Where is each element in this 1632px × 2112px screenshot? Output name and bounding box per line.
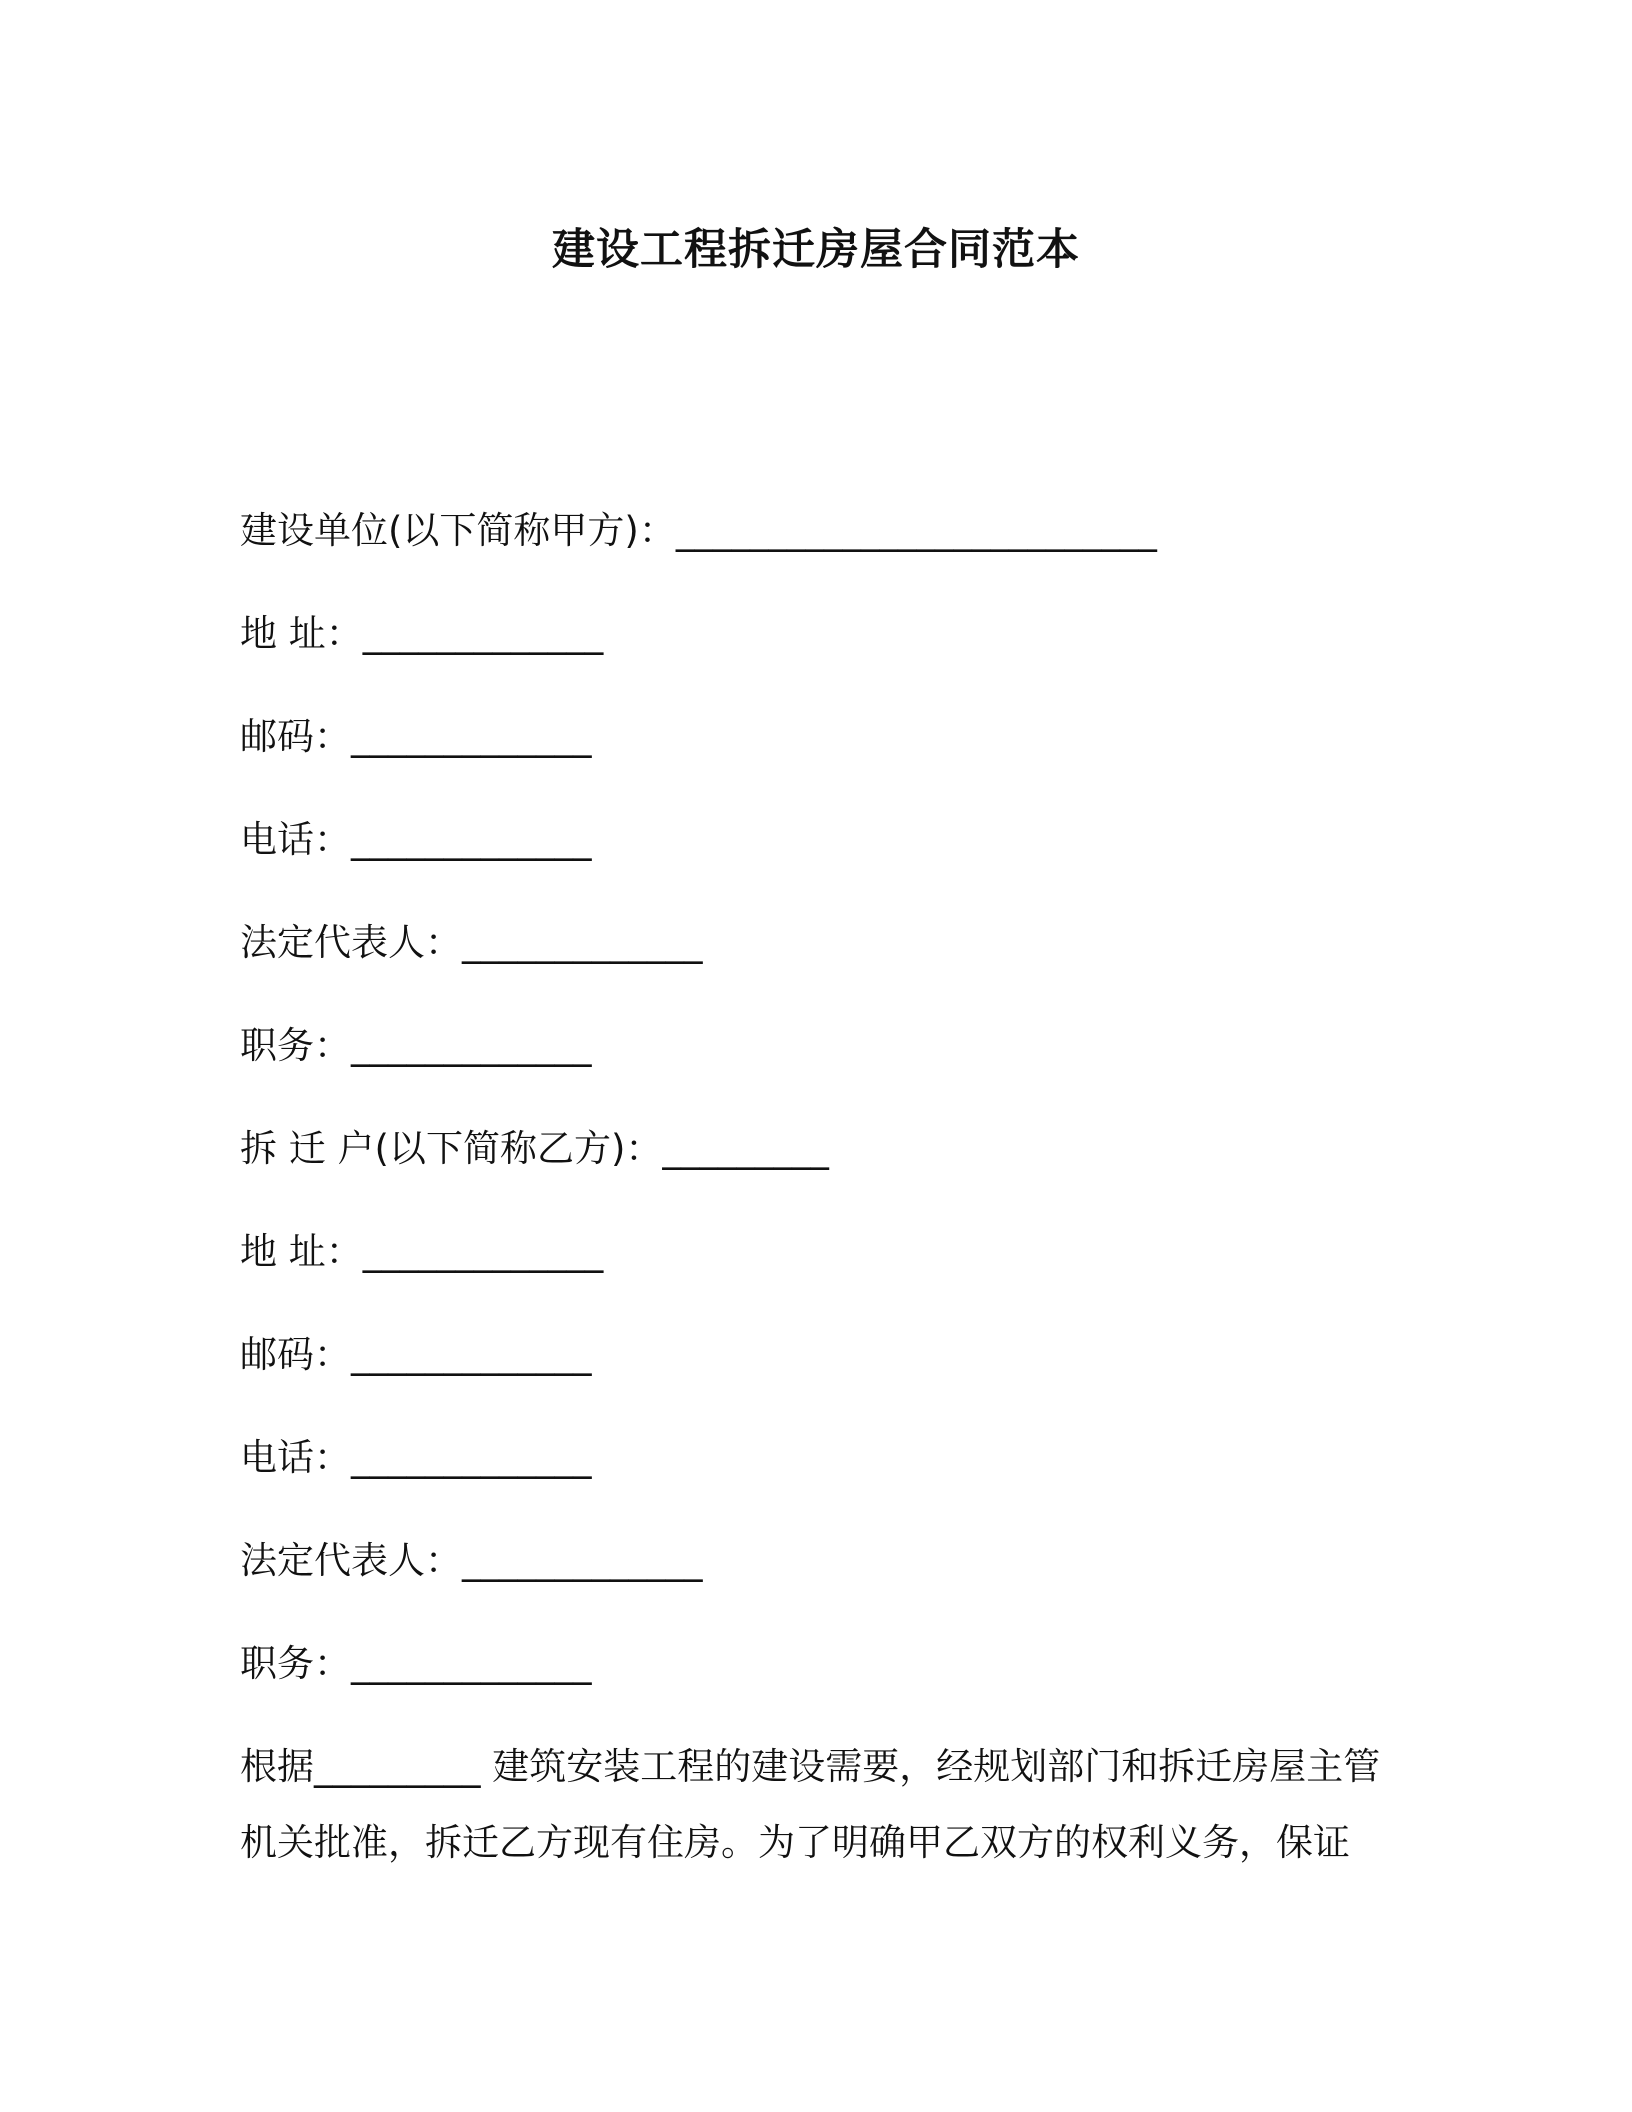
body-line: 机关批准，拆迁乙方现有住房。为了明确甲乙双方的权利义务，保证 — [240, 1821, 1350, 1864]
party-a-phone-line: 电话：_____________ — [240, 818, 592, 861]
party-b-legal-rep-line: 法定代表人：_____________ — [240, 1539, 703, 1582]
party-b-unit-line: 拆 迁 户(以下简称乙方)：_________ — [240, 1127, 829, 1170]
body-line: 根据_________ 建筑安装工程的建设需要，经规划部门和拆迁房屋主管 — [240, 1745, 1381, 1788]
body-paragraph — [240, 1729, 1400, 1881]
party-a-legal-rep-line: 法定代表人：_____________ — [240, 921, 703, 964]
party-a-position-line: 职务：_____________ — [240, 1024, 592, 1067]
party-a-unit-line: 建设单位(以下简称甲方)：__________________________ — [240, 509, 1157, 552]
party-b-address-line: 地 址：_____________ — [240, 1230, 604, 1273]
party-b-position-line: 职务：_____________ — [240, 1642, 592, 1685]
party-b-postcode-line: 邮码：_____________ — [240, 1333, 592, 1376]
party-a-postcode-line: 邮码：_____________ — [240, 715, 592, 758]
party-a-address-line: 地 址：_____________ — [240, 612, 604, 655]
party-b-phone-line: 电话：_____________ — [240, 1436, 592, 1479]
document-title: 建设工程拆迁房屋合同范本 — [552, 225, 1080, 275]
